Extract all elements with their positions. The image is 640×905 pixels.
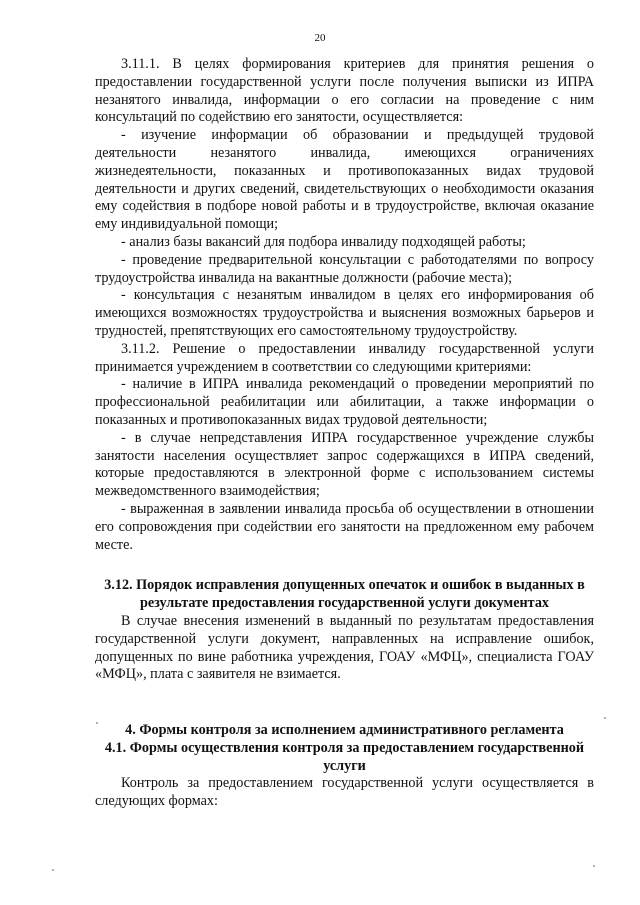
list-item-study-information: - изучение информации об образовании и предыдущей трудовой деятельности незанятого инвалида, имеющихся ограничениях жизнедеятельности, показанных и противопоказанных видах трудовой деятельности и других сведений, свидетельствующих о необходимости оказания ему содействия в подборе новой работы и в трудоустройстве, включая оказание ему индивидуальной помощи; [95,127,594,233]
section-3-12-heading: 3.12. Порядок исправления допущенных опечаток и ошибок в выданных в результате предоставления государственной услуги документах [104,577,585,612]
scan-speck [593,865,595,867]
section-3-12 [95,577,594,684]
section-4-heading: 4. Формы контроля за исполнением административного регламента [125,722,564,739]
section-4 [95,722,594,811]
document-body [95,56,594,811]
scan-speck [52,869,54,871]
page-number: 20 [314,32,326,44]
list-item-escort-request: - выраженная в заявлении инвалида просьба об осуществлении в отношении его сопровождения при содействии его занятости на предложенном ему рабочем месте. [95,500,594,553]
list-item-ipra-request: - в случае непредставления ИПРА государственное учреждение службы занятости населения осуществляет запрос содержащихся в ИПРА сведений, которые предоставляются в электронной форме с использованием системы межведомственного взаимодействия; [95,429,594,500]
scan-speck [604,717,606,719]
paragraph-3-11-2: 3.11.2. Решение о предоставлении инвалиду государственной услуги принимается учреждением в соответствии со следующими критериями: [95,340,594,375]
section-4-1-text: Контроль за предоставлением государственной услуги осуществляется в следующих формах: [95,775,594,810]
list-item-disabled-consultation: - консультация с незанятым инвалидом в целях его информирования об имеющихся возможностях трудоустройства и выяснения возможных барьеров и трудностей, препятствующих его самостоятельному трудоустройству. [95,287,594,339]
list-item-ipra-recommendations: - наличие в ИПРА инвалида рекомендаций о проведении мероприятий по профессиональной реабилитации или абилитации, а также информации о показанных и противопоказанных видах трудовой деятельности; [95,376,594,428]
section-4-1-heading: 4.1. Формы осуществления контроля за предоставлением государственной услуги [104,739,585,774]
list-item-employer-consultation: - проведение предварительной консультации с работодателями по вопросу трудоустройства инвалида на вакантные должности (рабочие места); [95,251,594,286]
scan-speck [96,722,98,724]
list-item-vacancy-analysis: - анализ базы вакансий для подбора инвалиду подходящей работы; [121,233,526,250]
paragraph-3-11-1: 3.11.1. В целях формирования критериев для принятия решения о предоставлении государственной услуги после получения выписки из ИПРА незанятого инвалида, информации о его согласии на проведение с ним консультаций по содействию его занятости, осуществляется: [95,56,594,126]
section-3-12-text: В случае внесения изменений в выданный по результатам предоставления государственной услуги документ, направленных на исправление ошибок, допущенных по вине работника учреждения, ГОАУ «МФЦ», специалиста ГОАУ «МФЦ», плата с заявителя не взимается. [95,612,594,683]
